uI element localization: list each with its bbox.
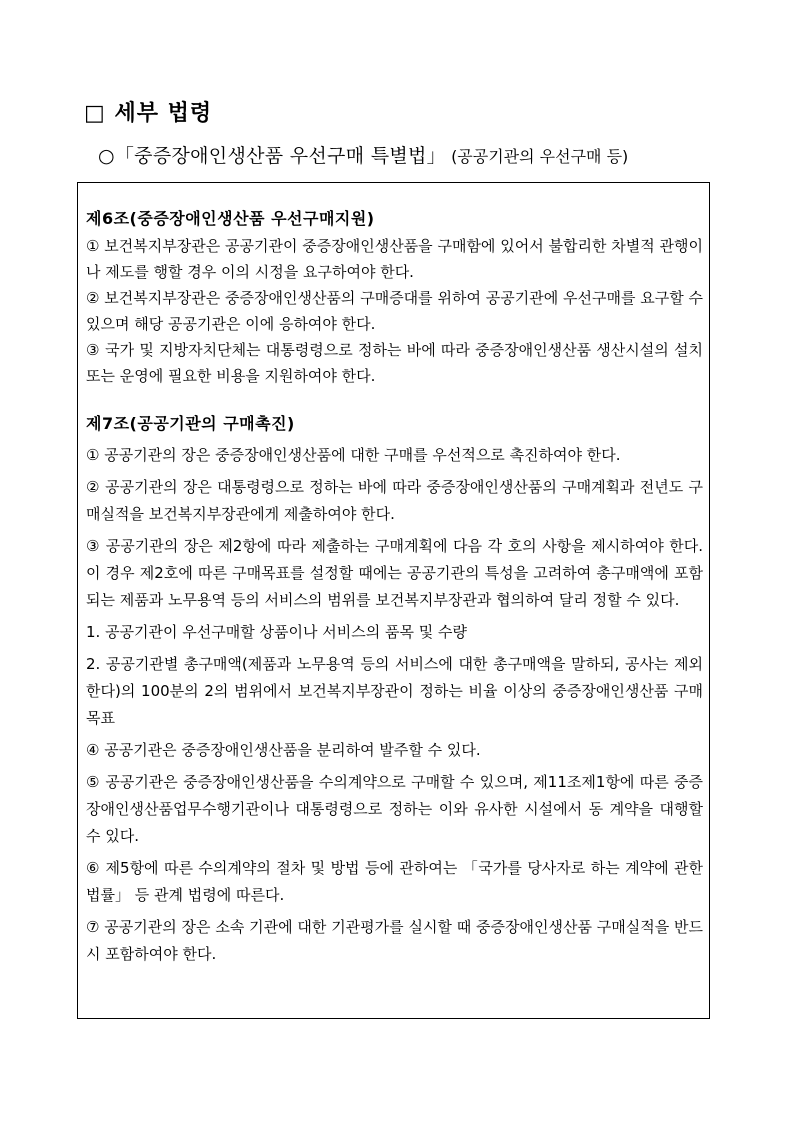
- article-item: 1. 공공기관이 우선구매할 상품이나 서비스의 품목 및 수량: [86, 623, 467, 641]
- law-title: [98, 141, 628, 168]
- article-paragraph: ② 보건복지부장관은 중증장애인생산품의 구매증대를 위하여 공공기관에 우선구매를 요구할 수 있으며 해당 공공기관은 이에 응하여야 한다.: [86, 289, 703, 333]
- article-title: 제7조(공공기관의 구매촉진): [86, 414, 295, 433]
- section-heading: □ 세부 법령: [84, 101, 213, 126]
- article-paragraph: ⑦ 공공기관의 장은 소속 기관에 대한 기관평가를 실시할 때 중증장애인생산품 구매실적을 반드시 포함하여야 한다.: [86, 918, 703, 963]
- article-item: 2. 공공기관별 총구매액(제품과 노무용역 등의 서비스에 대한 총구매액을 말하되, 공사는 제외한다)의 100분의 2의 범위에서 보건복지부장관이 정하는 비율 이상의 중증장애인생산품 구매목표: [86, 655, 703, 727]
- law-title-sub: (공공기관의 우선구매 등): [451, 147, 629, 166]
- article-paragraph: ④ 공공기관은 중증장애인생산품을 분리하여 발주할 수 있다.: [86, 741, 481, 759]
- article-title: 제6조(중증장애인생산품 우선구매지원): [86, 209, 375, 228]
- article-6: [86, 205, 703, 389]
- article-paragraph: ② 공공기관의 장은 대통령령으로 정하는 바에 따라 중증장애인생산품의 구매계획과 전년도 구매실적을 보건복지부장관에게 제출하여야 한다.: [86, 478, 703, 523]
- article-paragraph: ③ 공공기관의 장은 제2항에 따라 제출하는 구매계획에 다음 각 호의 사항을 제시하여야 한다. 이 경우 제2호에 따른 구매목표를 설정할 때에는 공공기관의 특성을 고려하여 총구매액에 포함되는 제품과 노무용역 등의 서비스의 범위를 보건복지부장관과 협의하여 달리 정할 수 있다.: [86, 537, 703, 609]
- article-paragraph: ① 공공기관의 장은 중증장애인생산품에 대한 구매를 우선적으로 촉진하여야 한다.: [86, 446, 621, 464]
- article-7: [86, 410, 703, 968]
- law-text-box: [77, 182, 710, 1019]
- law-title-main: ○「중증장애인생산품 우선구매 특별법」: [98, 145, 446, 167]
- article-paragraph: ⑤ 공공기관은 중증장애인생산품을 수의계약으로 구매할 수 있으며, 제11조제1항에 따른 중증장애인생산품업무수행기관이나 대통령령으로 정하는 이와 유사한 시설에서 동 계약을 대행할 수 있다.: [86, 773, 703, 845]
- article-paragraph: ③ 국가 및 지방자치단체는 대통령령으로 정하는 바에 따라 중증장애인생산품 생산시설의 설치 또는 운영에 필요한 비용을 지원하여야 한다.: [86, 341, 703, 385]
- article-paragraph: ① 보건복지부장관은 공공기관이 중증장애인생산품을 구매함에 있어서 불합리한 차별적 관행이나 제도를 행할 경우 이의 시정을 요구하여야 한다.: [86, 237, 703, 281]
- article-paragraph: ⑥ 제5항에 따른 수의계약의 절차 및 방법 등에 관하여는 「국가를 당사자로 하는 계약에 관한 법률」 등 관계 법령에 따른다.: [86, 859, 703, 904]
